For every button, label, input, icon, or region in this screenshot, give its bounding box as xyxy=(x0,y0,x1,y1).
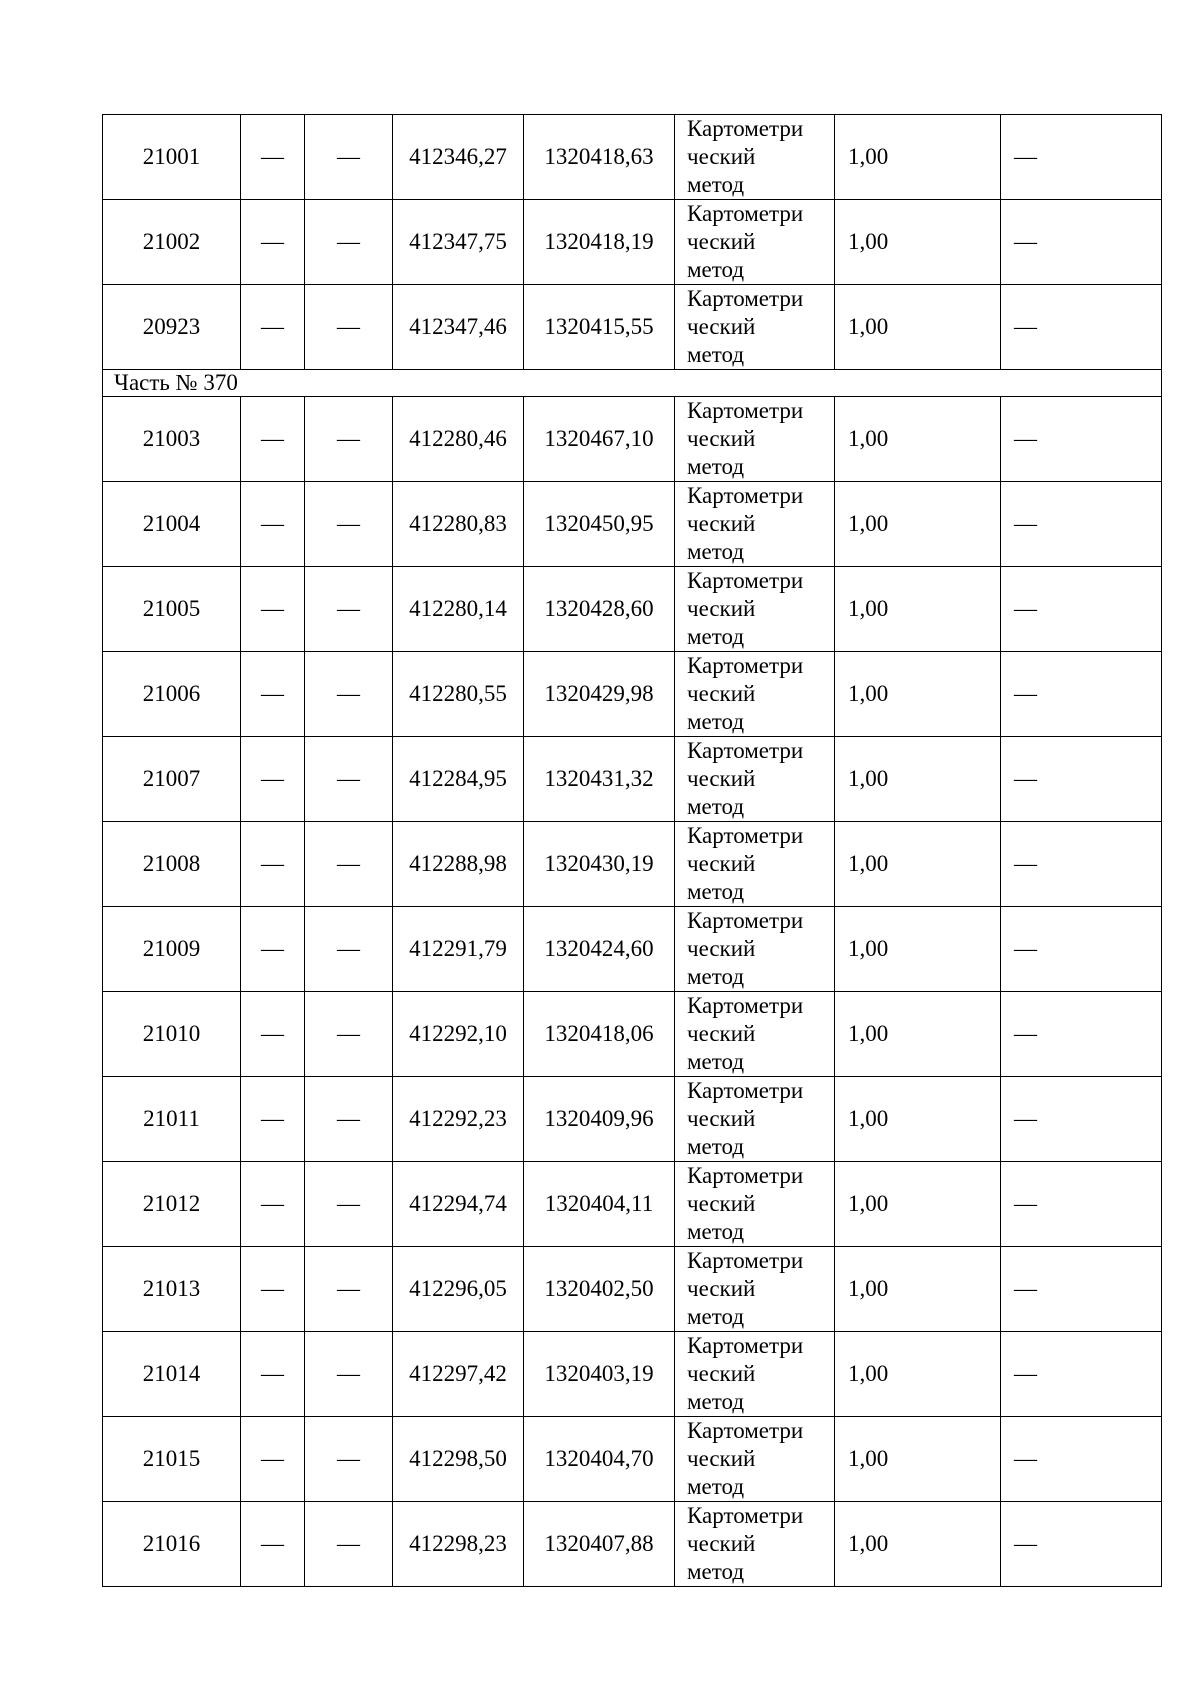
coordinate-x-cell: 412280,14 xyxy=(393,567,524,652)
coordinate-y-cell: 1320407,88 xyxy=(524,1502,675,1587)
table-body xyxy=(103,115,1162,1587)
coordinate-x-cell: 412292,10 xyxy=(393,992,524,1077)
table-row xyxy=(103,1247,1162,1332)
method-text-line: метод xyxy=(687,1559,745,1584)
accuracy-cell: 1,00 xyxy=(835,482,1001,567)
table-row xyxy=(103,115,1162,200)
empty-dash-cell: — xyxy=(305,737,393,822)
description-dash-cell: — xyxy=(1001,907,1162,992)
empty-dash-cell: — xyxy=(241,397,305,482)
description-dash-cell: — xyxy=(1001,397,1162,482)
method-cell xyxy=(675,822,835,907)
empty-dash-cell: — xyxy=(305,1247,393,1332)
coordinates-table xyxy=(102,114,1162,1587)
empty-dash-cell: — xyxy=(305,397,393,482)
table-row xyxy=(103,1332,1162,1417)
empty-dash-cell: — xyxy=(305,1502,393,1587)
point-number-cell: 21009 xyxy=(103,907,241,992)
coordinate-y-cell: 1320418,19 xyxy=(524,200,675,285)
method-text-line: ческий xyxy=(687,1276,756,1301)
method-text-line: метод xyxy=(687,624,745,649)
empty-dash-cell: — xyxy=(305,992,393,1077)
method-text-line: ческий xyxy=(687,1531,756,1556)
table-row xyxy=(103,482,1162,567)
empty-dash-cell: — xyxy=(241,1247,305,1332)
method-cell xyxy=(675,907,835,992)
method-text-line: метод xyxy=(687,1134,745,1159)
point-number-cell: 21001 xyxy=(103,115,241,200)
accuracy-cell: 1,00 xyxy=(835,1247,1001,1332)
description-dash-cell: — xyxy=(1001,1162,1162,1247)
table-row xyxy=(103,737,1162,822)
point-number-cell: 21005 xyxy=(103,567,241,652)
description-dash-cell: — xyxy=(1001,1077,1162,1162)
empty-dash-cell: — xyxy=(305,285,393,370)
method-cell xyxy=(675,652,835,737)
method-text-line: Картометри xyxy=(687,286,804,311)
coordinate-x-cell: 412296,05 xyxy=(393,1247,524,1332)
table-row xyxy=(103,397,1162,482)
method-text-line: Картометри xyxy=(687,1333,804,1358)
table-row xyxy=(103,285,1162,370)
coordinate-y-cell: 1320450,95 xyxy=(524,482,675,567)
method-cell xyxy=(675,1417,835,1502)
empty-dash-cell: — xyxy=(305,1417,393,1502)
method-text-line: ческий xyxy=(687,1361,756,1386)
accuracy-cell: 1,00 xyxy=(835,397,1001,482)
method-cell xyxy=(675,1332,835,1417)
description-dash-cell: — xyxy=(1001,1332,1162,1417)
coordinate-y-cell: 1320431,32 xyxy=(524,737,675,822)
accuracy-cell: 1,00 xyxy=(835,652,1001,737)
method-text-line: ческий xyxy=(687,426,756,451)
accuracy-cell: 1,00 xyxy=(835,1332,1001,1417)
point-number-cell: 21004 xyxy=(103,482,241,567)
method-text-line: Картометри xyxy=(687,568,804,593)
empty-dash-cell: — xyxy=(241,737,305,822)
method-text-line: Картометри xyxy=(687,1078,804,1103)
empty-dash-cell: — xyxy=(305,115,393,200)
method-text-line: метод xyxy=(687,257,745,282)
description-dash-cell: — xyxy=(1001,992,1162,1077)
method-text-line: Картометри xyxy=(687,1248,804,1273)
method-text-line: метод xyxy=(687,539,745,564)
empty-dash-cell: — xyxy=(241,1502,305,1587)
method-text-line: ческий xyxy=(687,1446,756,1471)
coordinate-y-cell: 1320409,96 xyxy=(524,1077,675,1162)
method-text-line: метод xyxy=(687,1389,745,1414)
method-text-line: метод xyxy=(687,964,745,989)
method-text-line: метод xyxy=(687,879,745,904)
method-text-line: метод xyxy=(687,1304,745,1329)
method-cell xyxy=(675,482,835,567)
coordinate-x-cell: 412347,46 xyxy=(393,285,524,370)
point-number-cell: 21015 xyxy=(103,1417,241,1502)
coordinate-y-cell: 1320415,55 xyxy=(524,285,675,370)
point-number-cell: 21016 xyxy=(103,1502,241,1587)
coordinate-y-cell: 1320424,60 xyxy=(524,907,675,992)
table-row xyxy=(103,992,1162,1077)
coordinate-x-cell: 412298,50 xyxy=(393,1417,524,1502)
coordinate-y-cell: 1320430,19 xyxy=(524,822,675,907)
method-cell xyxy=(675,737,835,822)
description-dash-cell: — xyxy=(1001,1502,1162,1587)
coordinate-y-cell: 1320429,98 xyxy=(524,652,675,737)
coordinate-x-cell: 412346,27 xyxy=(393,115,524,200)
accuracy-cell: 1,00 xyxy=(835,822,1001,907)
coordinate-x-cell: 412280,46 xyxy=(393,397,524,482)
empty-dash-cell: — xyxy=(241,482,305,567)
empty-dash-cell: — xyxy=(241,1417,305,1502)
method-text-line: метод xyxy=(687,1474,745,1499)
method-text-line: Картометри xyxy=(687,483,804,508)
method-text-line: ческий xyxy=(687,936,756,961)
empty-dash-cell: — xyxy=(305,907,393,992)
accuracy-cell: 1,00 xyxy=(835,567,1001,652)
method-text-line: ческий xyxy=(687,596,756,621)
table-row xyxy=(103,567,1162,652)
accuracy-cell: 1,00 xyxy=(835,285,1001,370)
method-text-line: Картометри xyxy=(687,1163,804,1188)
point-number-cell: 21006 xyxy=(103,652,241,737)
method-text-line: Картометри xyxy=(687,1503,804,1528)
method-cell xyxy=(675,285,835,370)
method-cell xyxy=(675,397,835,482)
coordinate-y-cell: 1320418,63 xyxy=(524,115,675,200)
description-dash-cell: — xyxy=(1001,1247,1162,1332)
empty-dash-cell: — xyxy=(241,1332,305,1417)
table-row xyxy=(103,652,1162,737)
table-row xyxy=(103,1502,1162,1587)
method-text-line: Картометри xyxy=(687,653,804,678)
table-row xyxy=(103,1077,1162,1162)
coordinate-y-cell: 1320428,60 xyxy=(524,567,675,652)
table-row xyxy=(103,1162,1162,1247)
method-text-line: ческий xyxy=(687,766,756,791)
point-number-cell: 21003 xyxy=(103,397,241,482)
accuracy-cell: 1,00 xyxy=(835,907,1001,992)
method-text-line: Картометри xyxy=(687,738,804,763)
method-text-line: Картометри xyxy=(687,1418,804,1443)
empty-dash-cell: — xyxy=(241,907,305,992)
coordinate-x-cell: 412280,55 xyxy=(393,652,524,737)
table-row xyxy=(103,200,1162,285)
method-text-line: ческий xyxy=(687,229,756,254)
accuracy-cell: 1,00 xyxy=(835,737,1001,822)
empty-dash-cell: — xyxy=(305,1077,393,1162)
method-cell xyxy=(675,1502,835,1587)
coordinate-x-cell: 412291,79 xyxy=(393,907,524,992)
point-number-cell: 21013 xyxy=(103,1247,241,1332)
method-text-line: ческий xyxy=(687,144,756,169)
empty-dash-cell: — xyxy=(241,822,305,907)
method-text-line: Картометри xyxy=(687,908,804,933)
empty-dash-cell: — xyxy=(241,1077,305,1162)
description-dash-cell: — xyxy=(1001,482,1162,567)
part-label: Часть № 370 xyxy=(103,370,1162,397)
method-text-line: Картометри xyxy=(687,116,804,141)
method-cell xyxy=(675,1247,835,1332)
empty-dash-cell: — xyxy=(241,200,305,285)
description-dash-cell: — xyxy=(1001,1417,1162,1502)
empty-dash-cell: — xyxy=(241,285,305,370)
coordinate-x-cell: 412298,23 xyxy=(393,1502,524,1587)
point-number-cell: 21014 xyxy=(103,1332,241,1417)
method-text-line: ческий xyxy=(687,681,756,706)
method-text-line: ческий xyxy=(687,1106,756,1131)
method-cell xyxy=(675,115,835,200)
coordinate-x-cell: 412297,42 xyxy=(393,1332,524,1417)
description-dash-cell: — xyxy=(1001,115,1162,200)
coordinate-x-cell: 412292,23 xyxy=(393,1077,524,1162)
empty-dash-cell: — xyxy=(241,567,305,652)
method-text-line: метод xyxy=(687,709,745,734)
table-row xyxy=(103,907,1162,992)
method-cell xyxy=(675,1162,835,1247)
empty-dash-cell: — xyxy=(241,652,305,737)
empty-dash-cell: — xyxy=(241,115,305,200)
accuracy-cell: 1,00 xyxy=(835,1077,1001,1162)
method-text-line: ческий xyxy=(687,851,756,876)
method-text-line: метод xyxy=(687,454,745,479)
method-cell xyxy=(675,1077,835,1162)
method-text-line: Картометри xyxy=(687,993,804,1018)
coordinate-y-cell: 1320467,10 xyxy=(524,397,675,482)
accuracy-cell: 1,00 xyxy=(835,1162,1001,1247)
table-row xyxy=(103,822,1162,907)
description-dash-cell: — xyxy=(1001,285,1162,370)
method-text-line: метод xyxy=(687,342,745,367)
accuracy-cell: 1,00 xyxy=(835,992,1001,1077)
empty-dash-cell: — xyxy=(305,200,393,285)
coordinate-x-cell: 412288,98 xyxy=(393,822,524,907)
coordinate-y-cell: 1320404,11 xyxy=(524,1162,675,1247)
point-number-cell: 21010 xyxy=(103,992,241,1077)
coordinate-x-cell: 412294,74 xyxy=(393,1162,524,1247)
coordinate-x-cell: 412347,75 xyxy=(393,200,524,285)
description-dash-cell: — xyxy=(1001,567,1162,652)
part-header-row xyxy=(103,370,1162,397)
method-text-line: ческий xyxy=(687,1021,756,1046)
coordinate-y-cell: 1320404,70 xyxy=(524,1417,675,1502)
method-cell xyxy=(675,200,835,285)
empty-dash-cell: — xyxy=(305,1162,393,1247)
method-text-line: метод xyxy=(687,1219,745,1244)
method-text-line: метод xyxy=(687,1049,745,1074)
description-dash-cell: — xyxy=(1001,737,1162,822)
description-dash-cell: — xyxy=(1001,652,1162,737)
empty-dash-cell: — xyxy=(305,482,393,567)
point-number-cell: 21002 xyxy=(103,200,241,285)
method-text-line: Картометри xyxy=(687,201,804,226)
method-cell xyxy=(675,567,835,652)
accuracy-cell: 1,00 xyxy=(835,115,1001,200)
coordinate-y-cell: 1320403,19 xyxy=(524,1332,675,1417)
accuracy-cell: 1,00 xyxy=(835,1417,1001,1502)
coordinate-x-cell: 412284,95 xyxy=(393,737,524,822)
empty-dash-cell: — xyxy=(305,652,393,737)
accuracy-cell: 1,00 xyxy=(835,1502,1001,1587)
empty-dash-cell: — xyxy=(241,1162,305,1247)
method-text-line: метод xyxy=(687,794,745,819)
point-number-cell: 21012 xyxy=(103,1162,241,1247)
empty-dash-cell: — xyxy=(305,567,393,652)
accuracy-cell: 1,00 xyxy=(835,200,1001,285)
point-number-cell: 21008 xyxy=(103,822,241,907)
empty-dash-cell: — xyxy=(305,822,393,907)
method-text-line: ческий xyxy=(687,1191,756,1216)
point-number-cell: 21007 xyxy=(103,737,241,822)
empty-dash-cell: — xyxy=(241,992,305,1077)
method-text-line: Картометри xyxy=(687,398,804,423)
point-number-cell: 20923 xyxy=(103,285,241,370)
method-text-line: ческий xyxy=(687,314,756,339)
table-row xyxy=(103,1417,1162,1502)
point-number-cell: 21011 xyxy=(103,1077,241,1162)
method-text-line: метод xyxy=(687,172,745,197)
method-text-line: Картометри xyxy=(687,823,804,848)
empty-dash-cell: — xyxy=(305,1332,393,1417)
method-text-line: ческий xyxy=(687,511,756,536)
coordinate-x-cell: 412280,83 xyxy=(393,482,524,567)
coordinate-y-cell: 1320418,06 xyxy=(524,992,675,1077)
description-dash-cell: — xyxy=(1001,822,1162,907)
method-cell xyxy=(675,992,835,1077)
coordinate-y-cell: 1320402,50 xyxy=(524,1247,675,1332)
description-dash-cell: — xyxy=(1001,200,1162,285)
